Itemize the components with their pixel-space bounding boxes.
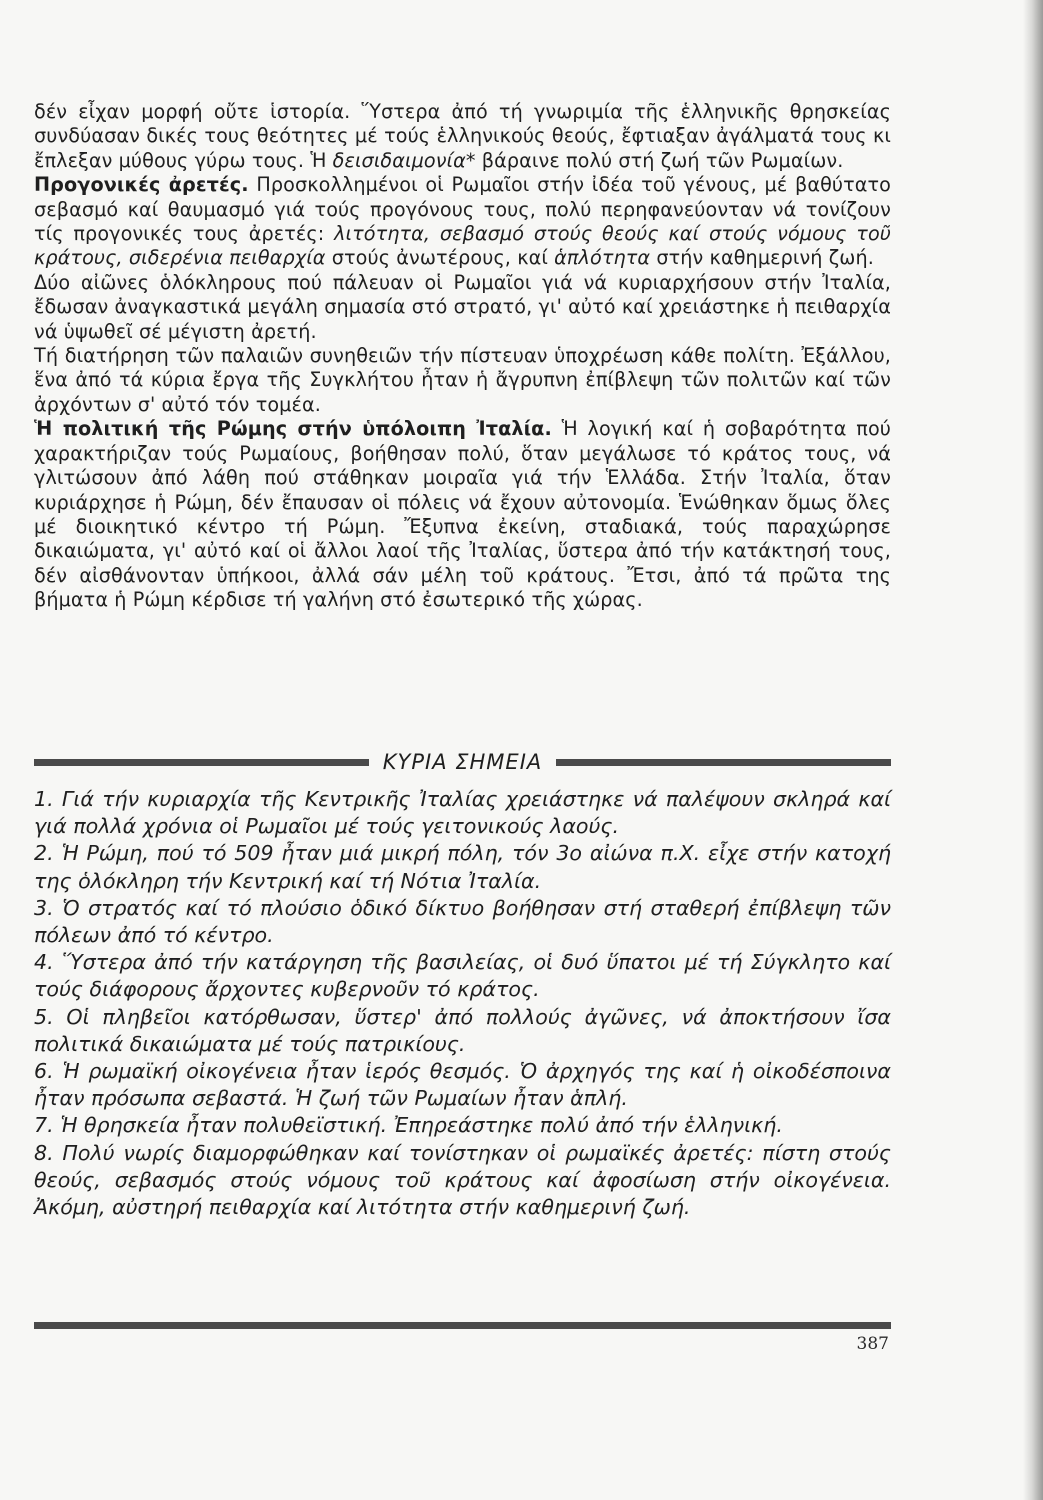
- paragraph-discipline: Δύο αἰῶνες ὁλόκληρους πού πάλευαν οἱ Ρωμαῖοι γιά νά κυριαρχήσουν στήν Ἰταλία, ἔδωσαν ἀναγκαστικά μεγάλη σημασία στό στρατό, γι' αὐτό καί χρειάστηκε ἡ πειθαρχία νά ὑψωθεῖ σέ μέγιστη ἀρετή.: [34, 270, 891, 343]
- key-points-list: [34, 786, 891, 1221]
- paragraph-religion: δέν εἶχαν μορφή οὔτε ἱστορία. Ὕστερα ἀπό τή γνωριμία τῆς ἑλληνικῆς θρησκείας συνδύασαν δικές τους θεότητες μέ τούς ἑλληνικούς θεούς, ἔφτιαξαν ἀγάλματά τους κι ἔπλεξαν μύθους γύρω τους. Ἡ δεισιδαιμονία* βάραινε πολύ στή ζωή τῶν Ρωμαίων.: [34, 100, 891, 172]
- paragraph-customs: Τή διατήρηση τῶν παλαιῶν συνηθειῶν τήν πίστευαν ὑποχρέωση κάθε πολίτη. Ἐξάλλου, ἕνα ἀπό τά κύρια ἔργα τῆς Συγκλήτου ἦταν ἡ ἄγρυπνη ἐπίβλεψη τῶν πολιτῶν καί τῶν ἀρχόντων σ' αὐτό τόν τομέα.: [34, 344, 891, 416]
- key-point: 1. Γιά τήν κυριαρχία τῆς Κεντρικῆς Ἰταλίας χρειάστηκε νά παλέψουν σκληρά καί γιά πολλά χρόνια οἱ Ρωμαῖοι μέ τούς γειτονικούς λαούς.: [34, 787, 891, 839]
- header-rule-right: [556, 759, 891, 766]
- heading-ancestral-virtues: Προγονικές ἀρετές.: [34, 173, 249, 197]
- key-point: 3. Ὁ στρατός καί τό πλούσιο ὁδικό δίκτυο βοήθησαν στή σταθερή ἐπίβλεψη τῶν πόλεων ἀπό τό κέντρο.: [34, 895, 891, 948]
- page-number: 387: [856, 1334, 889, 1354]
- main-text: [34, 100, 891, 613]
- key-points-header: [34, 748, 891, 776]
- bottom-rule: [34, 1322, 891, 1329]
- paragraph-roman-policy: Ἡ πολιτική τῆς Ρώμης στήν ὑπόλοιπη Ἰταλία. Ἡ λογική καί ἡ σοβαρότητα πού χαρακτήριζαν τούς Ρωμαίους, βοήθησαν πολύ, ὅταν μεγάλωσε τό κράτος τους, νά γλιτώσουν ἀπό λάθη πού στάθηκαν μοιραῖα γιά τήν Ἑλλάδα. Στήν Ἰταλία, ὅταν κυριάρχησε ἡ Ρώμη, δέν ἔπαυσαν οἱ πόλεις νά ἔχουν αὐτονομία. Ἑνώθηκαν ὅμως ὅλες μέ διοικητικό κέντρο τή Ρώμη. Ἔξυπνα ἐκείνη, σταδιακά, τούς παραχώρησε δικαιώματα, γι' αὐτό καί οἱ ἄλλοι λαοί τῆς Ἰταλίας, ὕστερα ἀπό τήν κατάκτησή τους, δέν αἰσθάνονταν ὑπήκοοι, ἀλλά σάν μέλη τοῦ κράτους. Ἔτσι, ἀπό τά πρῶτα της βήματα ἡ Ρώμη κέρδισε τή γαλήνη στό ἐσωτερικό τῆς χώρας.: [34, 417, 891, 612]
- key-point: 5. Οἱ πληβεῖοι κατόρθωσαν, ὕστερ' ἀπό πολλούς ἀγῶνες, νά ἀποκτήσουν ἴσα πολιτικά δικαιώματα μέ τούς πατρικίους.: [34, 1004, 891, 1056]
- heading-roman-policy: Ἡ πολιτική τῆς Ρώμης στήν ὑπόλοιπη Ἰταλία.: [34, 417, 552, 441]
- key-point: 4. Ὕστερα ἀπό τήν κατάργηση τῆς βασιλείας, οἱ δυό ὕπατοι μέ τή Σύγκλητο καί τούς διάφορους ἄρχοντες κυβερνοῦν τό κράτος.: [34, 950, 891, 1002]
- key-points-title: ΚΥΡΙΑ ΣΗΜΕΙΑ: [382, 750, 543, 774]
- header-rule-left: [34, 759, 369, 766]
- key-point: 6. Ἡ ρωμαϊκή οἰκογένεια ἦταν ἱερός θεσμός. Ὁ ἀρχηγός της καί ἡ οἰκοδέσποινα ἦταν πρόσωπα σεβαστά. Ἡ ζωή τῶν Ρωμαίων ἦταν ἁπλή.: [34, 1059, 891, 1111]
- page-binding-edge: [1023, 0, 1043, 1500]
- key-point: 2. Ἡ Ρώμη, πού τό 509 ἦταν μιά μικρή πόλη, τόν 3ο αἰώνα π.Χ. εἶχε στήν κατοχή της ὁλόκληρη τήν Κεντρική καί τή Νότια Ἰταλία.: [34, 841, 891, 893]
- key-point: 7. Ἡ θρησκεία ἦταν πολυθεϊστική. Ἐπηρεάστηκε πολύ ἀπό τήν ἑλληνική.: [34, 1113, 783, 1138]
- key-point: 8. Πολύ νωρίς διαμορφώθηκαν καί τονίστηκαν οἱ ρωμαϊκές ἀρετές: πίστη στούς θεούς, σεβασμός στούς νόμους τοῦ κράτους καί ἀφοσίωση στήν οἰκογένεια. Ἀκόμη, αὐστηρή πειθαρχία καί λιτότητα στήν καθημερινή ζωή.: [34, 1140, 891, 1220]
- paragraph-ancestral-virtues: Προγονικές ἀρετές. Προσκολλημένοι οἱ Ρωμαῖοι στήν ἰδέα τοῦ γένους, μέ βαθύτατο σεβασμό καί θαυμασμό γιά τούς προγόνους τους, πολύ περηφανεύονταν νά τονίζουν τίς προγονικές τους ἀρετές: λιτότητα, σεβασμό στούς θεούς καί στούς νόμους τοῦ κράτους, σιδερένια πειθαρχία στούς ἀνωτέρους, καί ἁπλότητα στήν καθημερινή ζωή.: [34, 173, 892, 270]
